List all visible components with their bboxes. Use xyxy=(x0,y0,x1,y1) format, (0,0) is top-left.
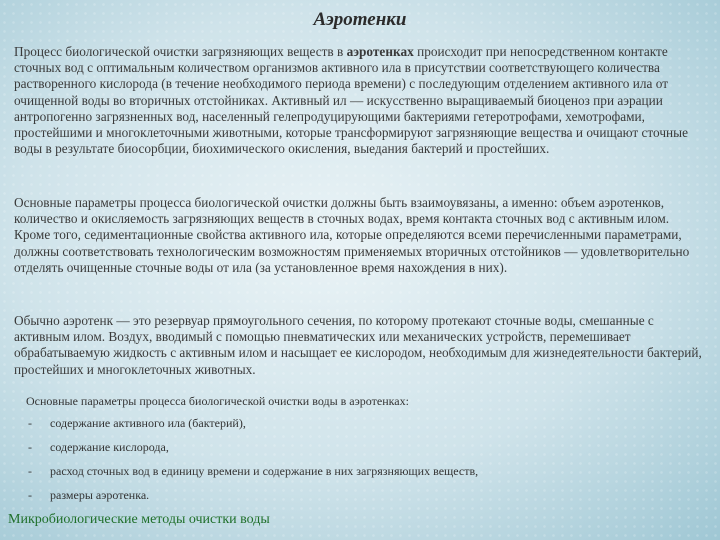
list-item xyxy=(28,464,478,488)
list-marker: - xyxy=(28,464,32,478)
list-item xyxy=(28,488,478,512)
paragraph-process xyxy=(14,44,706,157)
paragraph-parameters: Основные параметры процесса биологической очистки должны быть взаимоувязаны, а именно: объем аэротенков, количество и окисляемость загрязняющих веществ в сточных водах, время контакта сточных вод с активным илом. Кроме того, седиментационные свойства активного ила, которые определяются всеми перечисленными параметрами, должны соответствовать технологическим возможностям применяемых вторичных отстойников — удовлетворительно отделять очищенные сточные воды от ила (за установленное время нахождения в них). xyxy=(14,195,690,275)
list-heading: Основные параметры процесса биологической очистки воды в аэротенках: xyxy=(26,394,409,408)
list-item xyxy=(28,416,478,440)
slide-title: Аэротенки xyxy=(313,9,407,30)
paragraph-process-start: Процесс биологической очистки загрязняющих веществ в xyxy=(14,44,347,59)
list-marker: - xyxy=(28,416,32,430)
footer-caption: Микробиологические методы очистки воды xyxy=(8,512,270,527)
list-marker: - xyxy=(28,440,32,454)
list-item-text: содержание кислорода, xyxy=(50,440,169,454)
list-item-text: размеры аэротенка. xyxy=(50,488,150,502)
parameters-list xyxy=(28,416,478,512)
paragraph-aerotank-description: Обычно аэротенк — это резервуар прямоугольного сечения, по которому протекают сточные воды, смешанные с активным илом. Воздух, вводимый с помощью пневматических или механических устройств, перемешивает обрабатываемую жидкость с активным илом и насыщает ее кислородом, необходимым для жизнедеятельности бактерий, простейших и многоклеточных животных. xyxy=(14,313,702,377)
term-aerotanks: аэротенках xyxy=(346,44,414,59)
list-marker: - xyxy=(28,488,32,502)
list-item-text: расход сточных вод в единицу времени и содержание в них загрязняющих веществ, xyxy=(50,464,479,478)
paragraph-process-rest: происходит при непосредственном контакте сточных вод с оптимальным количеством организмов активного ила в присутствии соответствующего количества растворенного кислорода (в течение необходимого периода времени) с последующим отделением активного ила от очищенной воды во вторичных отстойниках. Активный ил — искусственно выращиваемый биоценоз при аэрации антропогенно загрязненных вод, населенный гелепродуцирующими бактериями гетеротрофами, хемотрофами, простейшими и многоклеточными животными, которые трансформируют загрязняющие вещества и очищают сточные воды в результате биосорбции, биохимического окисления, выедания бактерий и простейших. xyxy=(14,44,688,157)
list-item xyxy=(28,440,478,464)
list-item-text: содержание активного ила (бактерий), xyxy=(50,416,246,430)
